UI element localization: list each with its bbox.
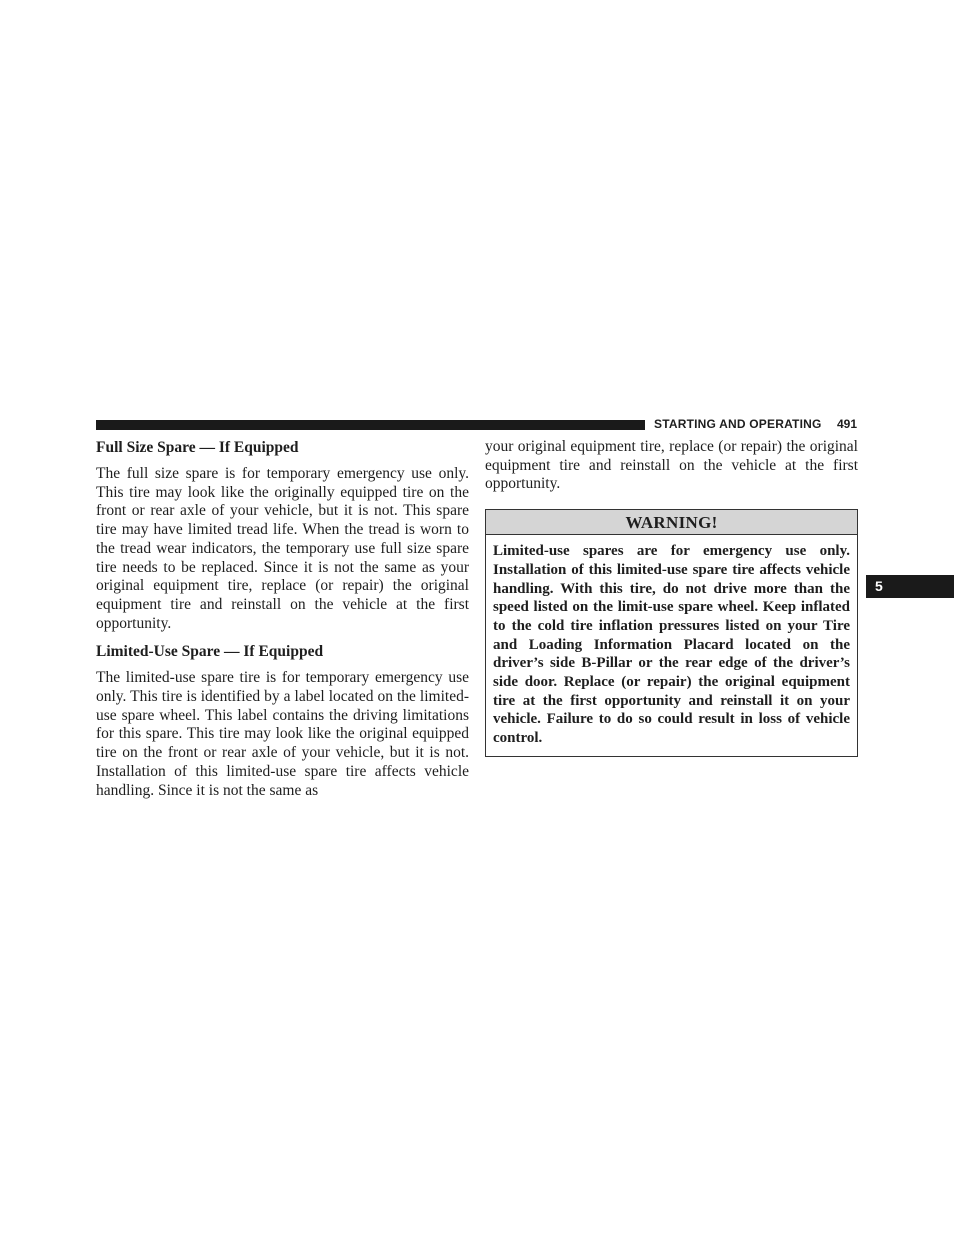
paragraph-full-size-spare: The full size spare is for temporary emergency use only. This tire may look like the originally equipped tire on the front or rear axle of your vehicle, but it is not. This spare tire may have limited tread life. When the tread is worn to the tread wear indicators, the temporary use full size spare tire needs to be replaced. Since it is not the same as your original equipment tire, replace (or repair) the original equipment tire and reinstall on the vehicle at the first opportunity. <box>96 465 469 632</box>
paragraph-limited-use-spare: The limited-use spare tire is for temporary emergency use only. This tire is identified by a label located on the limited-use spare wheel. This label contains the driving limitations for this spare. This tire may look like the original equipped tire on the front or rear axle of your vehicle, but it is not. Installation of this limited-use spare tire affects vehicle handling. Since it is not the same as <box>96 669 469 799</box>
warning-box <box>485 509 858 757</box>
page-number: 491 <box>837 417 858 431</box>
left-column <box>96 438 469 800</box>
chapter-tab: 5 <box>866 575 954 598</box>
header-rule <box>96 420 645 430</box>
paragraph-continued: your original equipment tire, replace (or repair) the original equipment tire and reinstall on the vehicle at the first opportunity. <box>485 438 858 493</box>
heading-full-size-spare: Full Size Spare — If Equipped <box>96 439 299 456</box>
running-header-section: STARTING AND OPERATING <box>654 417 822 431</box>
warning-title: WARNING! <box>486 510 857 535</box>
heading-limited-use-spare: Limited-Use Spare — If Equipped <box>96 643 324 661</box>
warning-text: Limited-use spares are for emergency use only. Installation of this limited-use spare tire affects vehicle handling. With this tire, do not drive more than the speed listed on the limit-use spare wheel. Keep inflated to the cold tire inflation pressures listed on your Tire and Loading Information Placard located on the driver’s side B-Pillar or the rear edge of the driver’s side door. Replace (or repair) the original equipment tire at the first opportunity and reinstall it on your vehicle. Failure to do so could result in loss of vehicle control. <box>493 543 850 747</box>
right-column <box>485 438 858 757</box>
